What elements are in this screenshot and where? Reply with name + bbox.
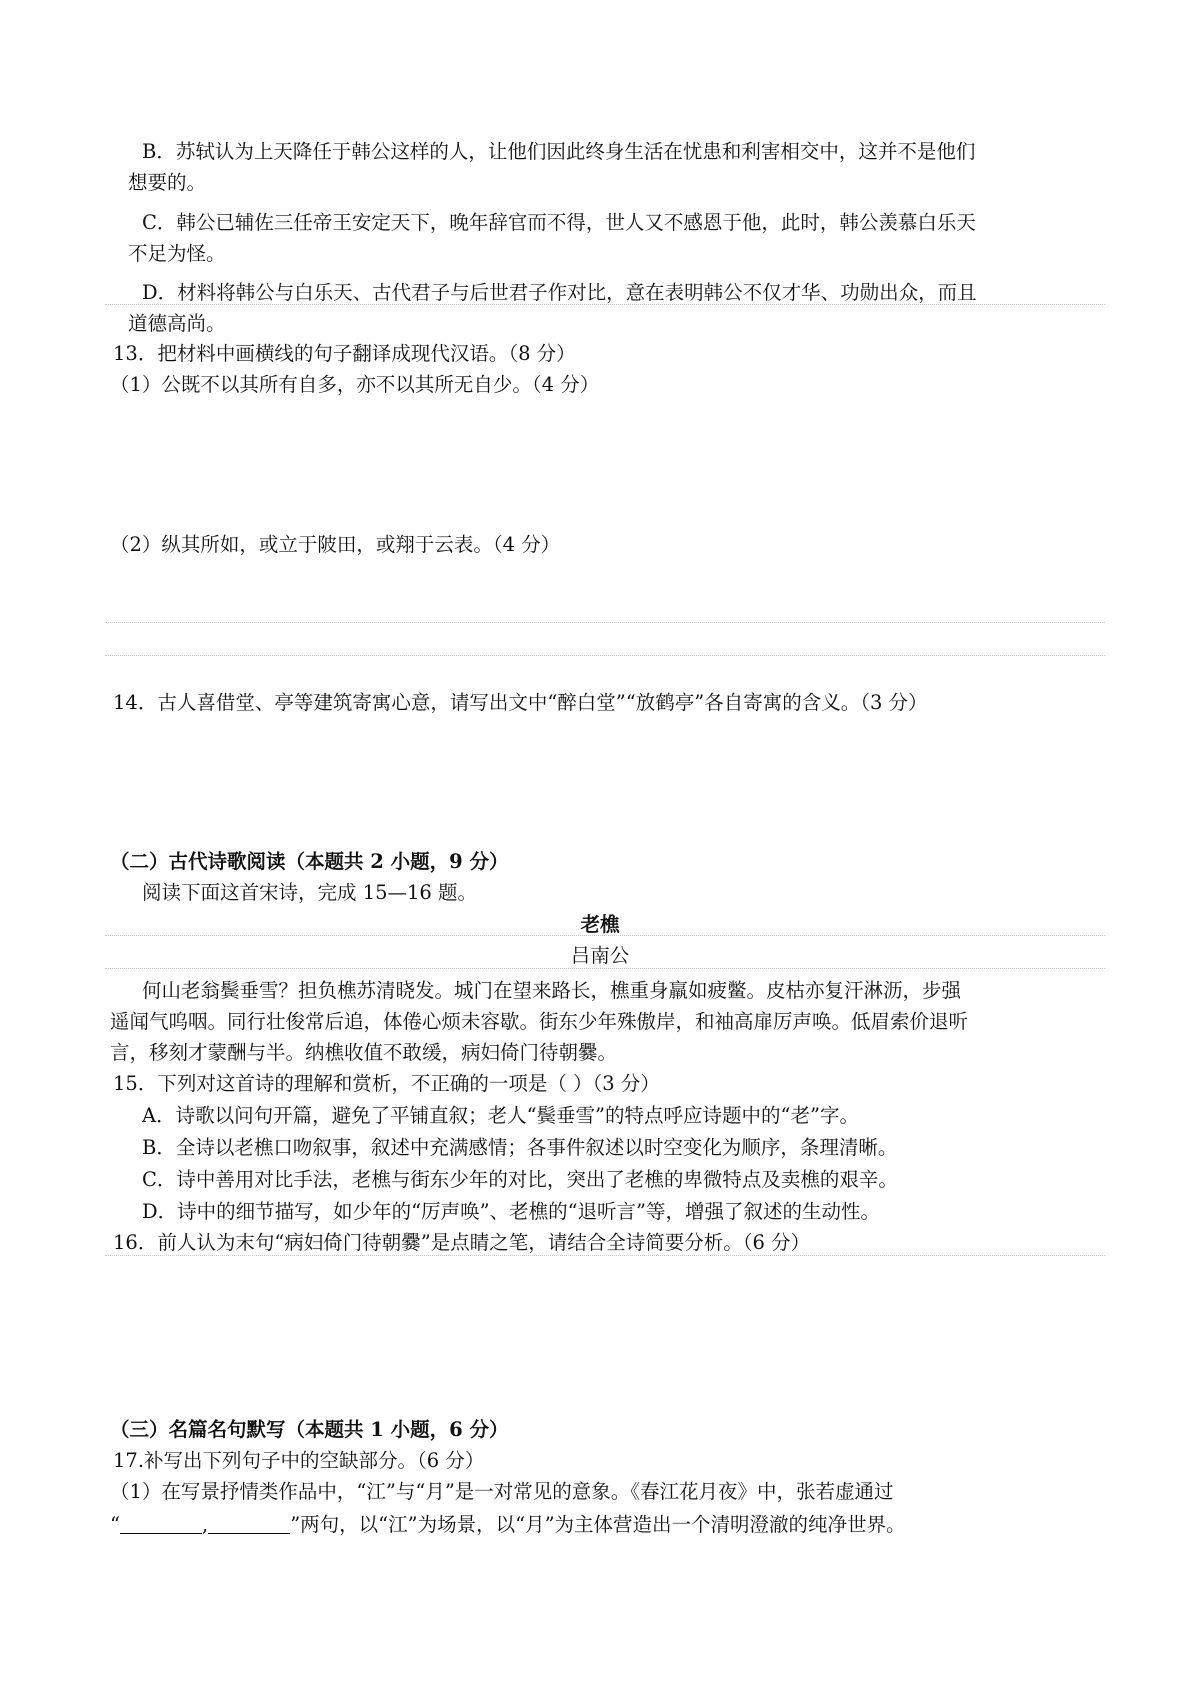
q13-sub2: （2）纵其所如，或立于陂田，或翔于云表。（4 分）	[110, 533, 561, 556]
open-quote: “	[110, 1513, 120, 1536]
divider	[105, 655, 1105, 656]
fill-blank-2[interactable]	[208, 1513, 290, 1534]
q12-option-c-line2: 不足为怪。	[128, 242, 226, 265]
q15-option-b: B．全诗以老樵口吻叙事，叙述中充满感情；各事件叙述以时空变化为顺序，条理清晰。	[142, 1136, 898, 1159]
q15-option-d: D．诗中的细节描写，如少年的“厉声唤”、老樵的“退听言”等，增强了叙述的生动性。	[142, 1200, 881, 1223]
q14-stem: 14．古人喜借堂、亭等建筑寄寓心意，请写出文中“醉白堂”“放鹤亭”各自寄寓的含义。（3 分）	[113, 691, 928, 714]
q12-option-b-line2: 想要的。	[128, 171, 207, 194]
q16-stem: 16．前人认为末句“病妇倚门待朝爨”是点睛之笔，请结合全诗简要分析。（6 分）	[113, 1231, 811, 1254]
poem-author: 吕南公	[570, 944, 630, 967]
comma: ,	[201, 1513, 209, 1536]
q13-stem: 13．把材料中画横线的句子翻译成现代汉语。（8 分）	[113, 342, 576, 365]
divider	[105, 968, 1105, 969]
q17-stem: 17.补写出下列句子中的空缺部分。（6 分）	[113, 1449, 485, 1472]
q12-option-d-line1: D．材料将韩公与白乐天、古代君子与后世君子作对比，意在表明韩公不仅才华、功勋出众，而且	[142, 281, 977, 304]
fill-blank-1[interactable]	[120, 1513, 202, 1534]
poem-line-3: 言，移刻才蒙酬与半。纳樵收值不敢缓，病妇倚门待朝爨。	[110, 1041, 618, 1064]
q17-sub1-line2	[110, 1510, 906, 1540]
q12-option-c-line1: C．韩公已辅佐三任帝王安定天下，晚年辞官而不得，世人又不感恩于他，此时，韩公羡慕白乐天	[142, 211, 976, 234]
q17-sub1-line1: （1）在写景抒情类作品中，“江”与“月”是一对常见的意象。《春江花月夜》中，张若虚通过	[110, 1480, 894, 1503]
q15-option-a: A．诗歌以问句开篇，避免了平铺直叙；老人“鬓垂雪”的特点呼应诗题中的“老”字。	[142, 1104, 859, 1127]
q13-sub1: （1）公既不以其所有自多，亦不以其所无自少。（4 分）	[110, 373, 600, 396]
q15-stem: 15．下列对这首诗的理解和赏析，不正确的一项是（ ）（3 分）	[113, 1072, 660, 1095]
q17-sub1-tail: ”两句，以“江”为场景，以“月”为主体营造出一个清明澄澈的纯净世界。	[290, 1513, 906, 1536]
section2-intro: 阅读下面这首宋诗，完成 15—16 题。	[142, 881, 478, 904]
divider	[105, 622, 1105, 623]
poem-title: 老樵	[580, 913, 620, 936]
divider	[105, 1255, 1105, 1256]
section2-heading: （二）古代诗歌阅读（本题共 2 小题，9 分）	[110, 850, 509, 873]
section3-heading: （三）名篇名句默写（本题共 1 小题，6 分）	[110, 1418, 509, 1441]
poem-line-1: 何山老翁鬓垂雪？担负樵苏清晓发。城门在望来路长，樵重身羸如疲鳖。皮枯亦复汗淋沥，步强	[142, 979, 962, 1002]
divider	[105, 304, 1105, 305]
q12-option-d-line2: 道德高尚。	[128, 312, 226, 335]
poem-line-2: 遥闻气呜咽。同行壮俊常后追，体倦心烦未容歇。街东少年殊傲岸，和袖高扉厉声唤。低眉索价退听	[110, 1010, 969, 1033]
q12-option-b-line1: B．苏轼认为上天降任于韩公这样的人，让他们因此终身生活在忧患和利害相交中，这并不是他们	[142, 140, 976, 163]
divider	[105, 935, 1105, 936]
q15-option-c: C．诗中善用对比手法，老樵与街东少年的对比，突出了老樵的卑微特点及卖樵的艰辛。	[142, 1168, 898, 1191]
